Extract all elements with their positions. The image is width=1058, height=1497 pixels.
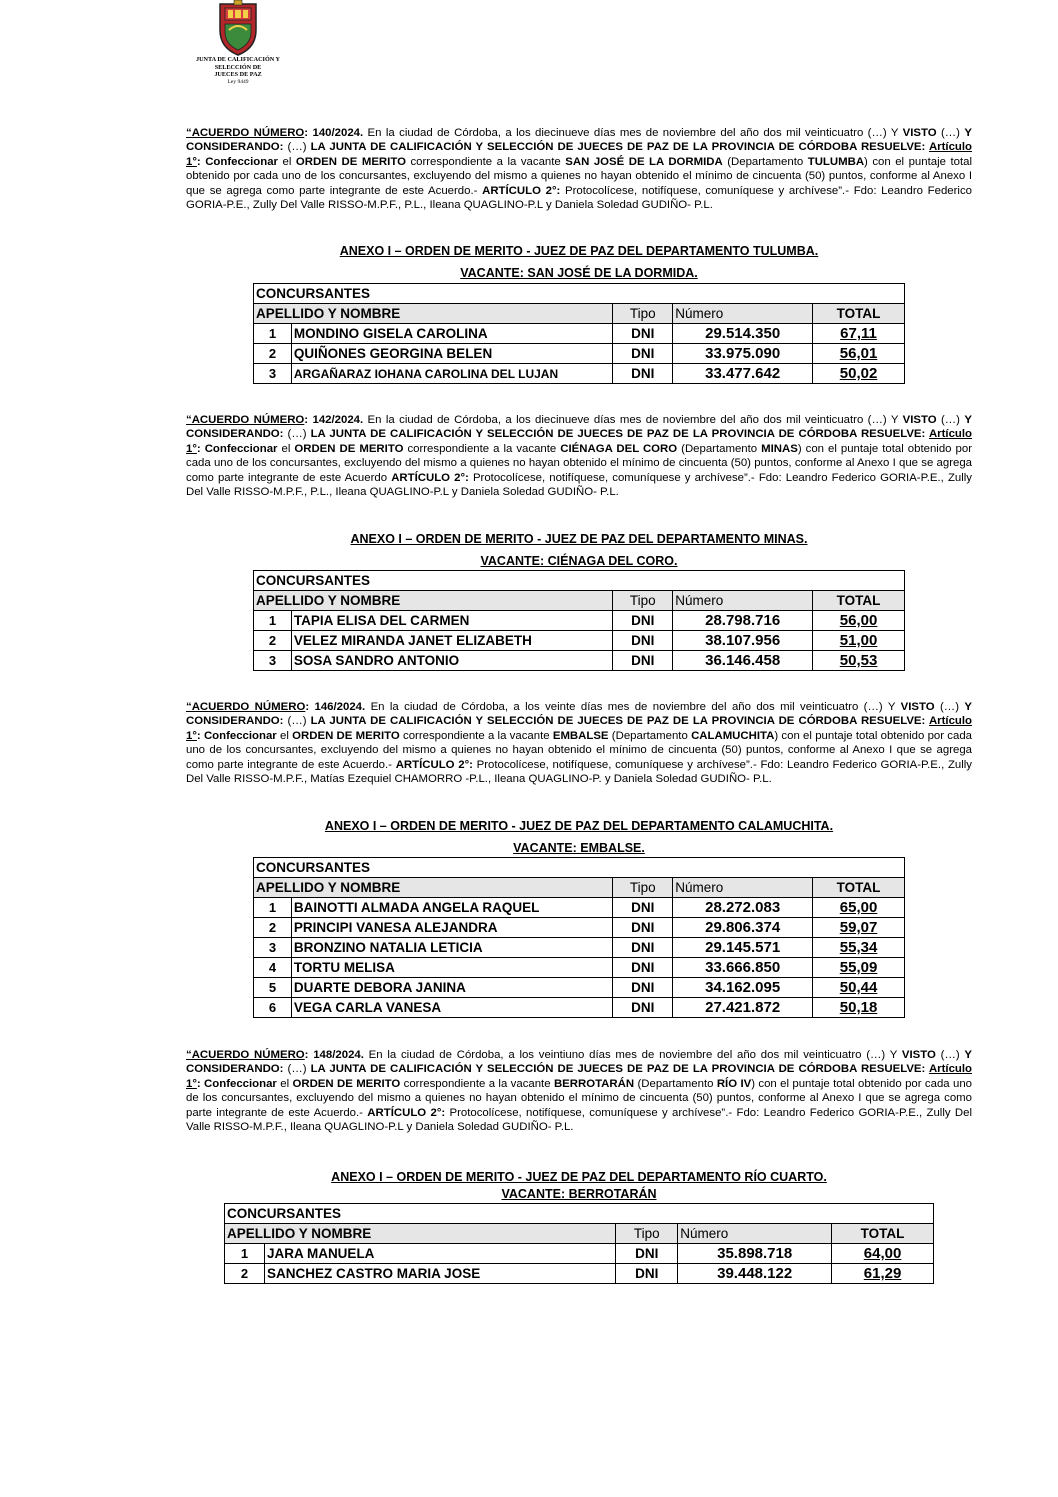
total-score — [813, 631, 905, 651]
row-number: 2 — [254, 344, 292, 364]
candidate-name: VEGA CARLA VANESA — [291, 998, 612, 1018]
merit-table — [253, 857, 905, 1018]
total-score — [813, 918, 905, 938]
text-run: ARTÍCULO 2°: — [395, 758, 473, 771]
column-header-type: Tipo — [613, 304, 673, 324]
text-run: LA JUNTA DE CALIFICACIÓN Y SELECCIÓN DE JUECES DE PAZ DE LA PROVINCIA DE CÓRDOBA RESUELVE: — [310, 715, 929, 728]
acuerdo-paragraph — [186, 413, 972, 499]
table-row — [225, 1244, 934, 1264]
document-type: DNI — [613, 958, 673, 978]
law-reference: Ley 9449 — [227, 78, 249, 85]
annex-title: ANEXO I – ORDEN DE MERITO - JUEZ DE PAZ DEL DEPARTAMENTO TULUMBA. — [339, 244, 819, 258]
total-score — [832, 1244, 934, 1264]
text-run: BERROTARÁN — [553, 1077, 635, 1090]
acuerdo-paragraph — [186, 126, 972, 212]
text-run: ) con el puntaje total obtenido por cada uno de los concursantes, excluyendo del mismo a quienes no hayan obtenido el mínimo de cincuenta (50) puntos, conforme al Anexo I que se agrega como parte integrante de este Acuerdo.- — [186, 1077, 972, 1119]
text-run: Y CONSIDERANDO: — [186, 127, 972, 154]
text-run: ORDEN DE MERITO — [292, 1077, 401, 1090]
text-run: el — [277, 442, 295, 455]
row-number: 1 — [225, 1244, 265, 1264]
total-score-value: 59,07 — [839, 919, 878, 936]
acuerdo-label: “ACUERDO NÚMERO — [186, 414, 305, 426]
text-run: ARTÍCULO 2°: — [391, 471, 469, 484]
text-run: VISTO — [902, 127, 937, 139]
text-run: (Departamento — [722, 155, 808, 168]
column-header-total: TOTAL — [813, 878, 905, 898]
acuerdo-paragraph — [186, 700, 972, 786]
acuerdo-number: : 140/2024. — [304, 127, 364, 139]
text-run: ) con el puntaje total obtenido por cada uno de los concursantes, excluyendo del mismo a quienes no hayan obtenido el mínimo de cincuenta (50) puntos, conforme al Anexo I que se agrega como parte integrante de este Acuerdo.- — [186, 729, 973, 771]
candidate-name: MONDINO GISELA CAROLINA — [291, 324, 612, 344]
total-score — [813, 898, 905, 918]
text-run: En la ciudad de Córdoba, a los veinte días mes de noviembre del año dos mil veinticuatro (…) Y — [365, 701, 901, 713]
text-run: (…) — [935, 1049, 965, 1061]
column-header-total: TOTAL — [832, 1224, 934, 1244]
coat-of-arms-icon — [217, 0, 259, 56]
text-run: (…) — [283, 141, 311, 154]
column-header-name: APELLIDO Y NOMBRE — [254, 878, 613, 898]
row-number: 2 — [254, 918, 292, 938]
table-row — [254, 978, 905, 998]
document-number: 28.798.716 — [673, 611, 813, 631]
total-score-value: 67,11 — [840, 325, 877, 342]
document-type: DNI — [616, 1244, 678, 1264]
acuerdo-number: : 142/2024. — [304, 414, 364, 426]
text-run: VISTO — [900, 701, 935, 713]
text-run: Artículo 1° — [186, 141, 972, 168]
document-number: 33.666.850 — [673, 958, 813, 978]
total-score — [832, 1264, 934, 1284]
text-run: LA JUNTA DE CALIFICACIÓN Y SELECCIÓN DE JUECES DE PAZ DE LA PROVINCIA DE CÓRDOBA RESUELVE: — [310, 428, 929, 441]
document-number: 27.421.872 — [673, 998, 813, 1018]
text-run: (…) — [283, 1063, 311, 1076]
total-score-value: 61,29 — [863, 1265, 902, 1282]
text-run: (Departamento — [677, 442, 762, 455]
document-number: 34.162.095 — [673, 978, 813, 998]
text-run: (Departamento — [608, 729, 692, 742]
table-row — [254, 324, 905, 344]
text-run: : Confeccionar — [196, 155, 278, 168]
text-run: Y CONSIDERANDO: — [186, 1049, 972, 1076]
text-run: : Confeccionar — [196, 1077, 277, 1090]
column-header-total: TOTAL — [813, 304, 905, 324]
document-number: 38.107.956 — [673, 631, 813, 651]
text-run: ARTÍCULO 2°: — [367, 1106, 446, 1119]
vacancy-title: VACANTE: CIÉNAGA DEL CORO. — [480, 554, 678, 568]
candidate-name: PRINCIPI VANESA ALEJANDRA — [291, 918, 612, 938]
text-run: LA JUNTA DE CALIFICACIÓN Y SELECCIÓN DE JUECES DE PAZ DE LA PROVINCIA DE CÓRDOBA RESUELVE: — [310, 141, 929, 154]
text-run: Protocolícese, notifíquese, comuníquese y archívese”.- Fdo: Leandro Federico GORIA-P.E., Zully Del Valle RISSO-M.P.F., P.L., Ileana QUAGLINO-P.L y Daniela Soledad GUDIÑO- P.L. — [186, 471, 972, 499]
table-row — [254, 898, 905, 918]
text-run: Y CONSIDERANDO: — [186, 701, 972, 728]
table-row — [254, 364, 905, 384]
table-row — [225, 1264, 934, 1284]
total-score-value: 50,18 — [839, 999, 878, 1016]
document-number: 33.975.090 — [673, 344, 813, 364]
text-run: el — [277, 155, 296, 168]
header-logo — [186, 0, 290, 86]
text-run: Protocolícese, notifíquese, comuníquese y archívese”.- Fdo: Leandro Federico GORIA-P.E., Zully Del Valle RISSO-M.P.F., P.L., Ileana QUAGLINO-P.L y Daniela Soledad GUDIÑO- P.L. — [186, 184, 972, 212]
column-header-number: Número — [678, 1224, 832, 1244]
total-score — [813, 978, 905, 998]
text-run: : Confeccionar — [196, 729, 277, 742]
total-score — [813, 938, 905, 958]
text-run: (…) — [283, 715, 311, 728]
text-run: RÍO IV — [716, 1077, 752, 1090]
table-row — [254, 938, 905, 958]
document-number: 28.272.083 — [673, 898, 813, 918]
org-name-line2: JUECES DE PAZ — [214, 71, 262, 78]
document-type: DNI — [613, 324, 673, 344]
document-type: DNI — [613, 998, 673, 1018]
org-name-line1: JUNTA DE CALIFICACIÓN Y SELECCIÓN DE — [195, 56, 281, 71]
candidate-name: TORTU MELISA — [291, 958, 612, 978]
total-score-value: 50,44 — [839, 979, 878, 996]
row-number: 5 — [254, 978, 292, 998]
text-run: (…) — [936, 414, 965, 426]
table-caption: CONCURSANTES — [254, 571, 905, 591]
total-score — [813, 651, 905, 671]
table-caption: CONCURSANTES — [254, 284, 905, 304]
column-header-name: APELLIDO Y NOMBRE — [225, 1224, 616, 1244]
column-header-type: Tipo — [613, 878, 673, 898]
column-header-total: TOTAL — [813, 591, 905, 611]
row-number: 6 — [254, 998, 292, 1018]
merit-table — [253, 570, 905, 671]
document-number: 29.514.350 — [673, 324, 813, 344]
text-run: ARTÍCULO 2°: — [482, 184, 561, 197]
text-run: el — [276, 1077, 293, 1090]
text-run: Y CONSIDERANDO: — [186, 414, 972, 441]
text-run: ) con el puntaje total obtenido por cada uno de los concursantes, excluyendo del mismo a quienes no hayan obtenido el mínimo de cincuenta (50) puntos, conforme al Anexo I que se agrega como parte integrante de este Acuerdo — [186, 442, 972, 484]
vacancy-title: VACANTE: EMBALSE. — [513, 841, 645, 855]
document-type: DNI — [613, 631, 673, 651]
text-run: SAN JOSÉ DE LA DORMIDA — [565, 155, 723, 168]
text-run: LA JUNTA DE CALIFICACIÓN Y SELECCIÓN DE JUECES DE PAZ DE LA PROVINCIA DE CÓRDOBA RESUELVE: — [310, 1063, 929, 1076]
candidate-name: VELEZ MIRANDA JANET ELIZABETH — [291, 631, 612, 651]
text-run: (…) — [283, 428, 311, 441]
text-run: Protocolícese, notifíquese, comuníquese y archívese”.- Fdo: Leandro Federico GORIA-P.E., Zully Del Valle RISSO-M.P.F., Matías Ezequiel CHAMORRO -P.L., Ileana QUAGLINO-P. y Daniela Soledad GUDIÑO- P.L. — [186, 758, 972, 786]
column-header-number: Número — [673, 878, 813, 898]
row-number: 2 — [225, 1264, 265, 1284]
total-score-value: 55,09 — [839, 959, 878, 976]
candidate-name: JARA MANUELA — [264, 1244, 615, 1264]
text-run: Protocolícese, notifíquese, comuníquese y archívese”.- Fdo: Leandro Federico GORIA-P.E., Zully Del Valle RISSO-M.P.F., Ileana QUAGLINO-P.L y Daniela Soledad GUDIÑO- P.L. — [186, 1106, 972, 1134]
total-score — [813, 958, 905, 978]
document-type: DNI — [613, 898, 673, 918]
text-run: correspondiente a la vacante — [399, 729, 553, 742]
total-score-value: 56,00 — [839, 612, 878, 629]
table-row — [254, 631, 905, 651]
vacancy-title: VACANTE: BERROTARÁN — [501, 1187, 657, 1201]
column-header-name: APELLIDO Y NOMBRE — [254, 591, 613, 611]
text-run: correspondiente a la vacante — [400, 1077, 554, 1090]
candidate-name: TAPIA ELISA DEL CARMEN — [291, 611, 612, 631]
text-run: VISTO — [902, 414, 937, 426]
table-row — [254, 918, 905, 938]
document-type: DNI — [613, 978, 673, 998]
text-run: TULUMBA — [807, 155, 865, 168]
document-type: DNI — [613, 651, 673, 671]
text-run: (Departamento — [634, 1077, 717, 1090]
row-number: 1 — [254, 611, 292, 631]
text-run: ORDEN DE MERITO — [295, 155, 406, 168]
text-run: Artículo 1° — [186, 1063, 972, 1090]
merit-table — [224, 1203, 934, 1284]
total-score-value: 56,01 — [839, 345, 878, 362]
text-run: el — [276, 729, 293, 742]
table-row — [254, 998, 905, 1018]
text-run: ORDEN DE MERITO — [294, 442, 404, 455]
annex-title: ANEXO I – ORDEN DE MERITO - JUEZ DE PAZ DEL DEPARTAMENTO RÍO CUARTO. — [331, 1170, 827, 1184]
document-type: DNI — [613, 344, 673, 364]
total-score-value: 50,53 — [839, 652, 878, 669]
table-caption: CONCURSANTES — [254, 858, 905, 878]
total-score — [813, 364, 905, 384]
row-number: 3 — [254, 938, 292, 958]
total-score-value: 65,00 — [839, 899, 878, 916]
total-score — [813, 324, 905, 344]
candidate-name: BAINOTTI ALMADA ANGELA RAQUEL — [291, 898, 612, 918]
total-score-value: 50,02 — [839, 365, 878, 382]
candidate-name: ARGAÑARAZ IOHANA CAROLINA DEL LUJAN — [291, 364, 612, 384]
candidate-name: SOSA SANDRO ANTONIO — [291, 651, 612, 671]
candidate-name: DUARTE DEBORA JANINA — [291, 978, 612, 998]
document-type: DNI — [613, 918, 673, 938]
text-run: CIÉNAGA DEL CORO — [560, 442, 678, 455]
row-number: 1 — [254, 324, 292, 344]
acuerdo-label: “ACUERDO NÚMERO — [186, 127, 305, 139]
row-number: 1 — [254, 898, 292, 918]
text-run: correspondiente a la vacante — [405, 155, 566, 168]
column-header-number: Número — [673, 591, 813, 611]
table-row — [254, 611, 905, 631]
row-number: 3 — [254, 651, 292, 671]
text-run: En la ciudad de Córdoba, a los veintiuno días mes de noviembre del año dos mil veinticuatro (…) Y — [363, 1049, 902, 1061]
text-run: ORDEN DE MERITO — [292, 729, 400, 742]
column-header-type: Tipo — [613, 591, 673, 611]
document-number: 33.477.642 — [673, 364, 813, 384]
total-score — [813, 998, 905, 1018]
document-number: 29.806.374 — [673, 918, 813, 938]
merit-table — [253, 283, 905, 384]
row-number: 3 — [254, 364, 292, 384]
text-run: correspondiente a la vacante — [403, 442, 561, 455]
vacancy-title: VACANTE: SAN JOSÉ DE LA DORMIDA. — [460, 266, 698, 280]
document-type: DNI — [613, 611, 673, 631]
total-score-value: 51,00 — [839, 632, 878, 649]
document-number: 36.146.458 — [673, 651, 813, 671]
column-header-name: APELLIDO Y NOMBRE — [254, 304, 613, 324]
document-type: DNI — [613, 364, 673, 384]
total-score — [813, 611, 905, 631]
column-header-number: Número — [673, 304, 813, 324]
text-run: Artículo 1° — [186, 428, 972, 455]
text-run: : Confeccionar — [196, 442, 278, 455]
candidate-name: SANCHEZ CASTRO MARIA JOSE — [264, 1264, 615, 1284]
row-number: 4 — [254, 958, 292, 978]
text-run: ) con el puntaje total obtenido por cada uno de los concursantes, excluyendo del mismo a quienes no hayan obtenido el mínimo de cincuenta (50) puntos, conforme al Anexo I que se agrega como parte integrante de este Acuerdo.- — [186, 155, 972, 197]
acuerdo-number: : 148/2024. — [304, 1049, 364, 1061]
total-score-value: 55,34 — [839, 939, 878, 956]
acuerdo-label: “ACUERDO NÚMERO — [186, 701, 306, 713]
annex-title: ANEXO I – ORDEN DE MERITO - JUEZ DE PAZ DEL DEPARTAMENTO CALAMUCHITA. — [324, 819, 834, 833]
document-number: 35.898.718 — [678, 1244, 832, 1264]
total-score-value: 64,00 — [863, 1245, 902, 1262]
acuerdo-paragraph — [186, 1048, 972, 1134]
document-type: DNI — [616, 1264, 678, 1284]
row-number: 2 — [254, 631, 292, 651]
table-row — [254, 651, 905, 671]
document-number: 29.145.571 — [673, 938, 813, 958]
document-number: 39.448.122 — [678, 1264, 832, 1284]
table-caption: CONCURSANTES — [225, 1204, 934, 1224]
text-run: EMBALSE — [552, 729, 609, 742]
column-header-type: Tipo — [616, 1224, 678, 1244]
candidate-name: BRONZINO NATALIA LETICIA — [291, 938, 612, 958]
table-row — [254, 344, 905, 364]
text-run: CALAMUCHITA — [691, 729, 775, 742]
text-run: En la ciudad de Córdoba, a los diecinueve días mes de noviembre del año dos mil veinticuatro (…) Y — [363, 127, 903, 139]
text-run: (…) — [936, 127, 965, 139]
text-run: VISTO — [901, 1049, 936, 1061]
table-row — [254, 958, 905, 978]
text-run: MINAS — [761, 442, 798, 455]
acuerdo-label: “ACUERDO NÚMERO — [186, 1049, 305, 1061]
document-type: DNI — [613, 938, 673, 958]
text-run: Artículo 1° — [186, 715, 972, 742]
total-score — [813, 344, 905, 364]
text-run: En la ciudad de Córdoba, a los diecinueve días mes de noviembre del año dos mil veinticuatro (…) Y — [363, 414, 903, 426]
acuerdo-number: : 146/2024. — [305, 701, 366, 713]
annex-title: ANEXO I – ORDEN DE MERITO - JUEZ DE PAZ DEL DEPARTAMENTO MINAS. — [350, 532, 808, 546]
text-run: (…) — [934, 701, 965, 713]
candidate-name: QUIÑONES GEORGINA BELEN — [291, 344, 612, 364]
